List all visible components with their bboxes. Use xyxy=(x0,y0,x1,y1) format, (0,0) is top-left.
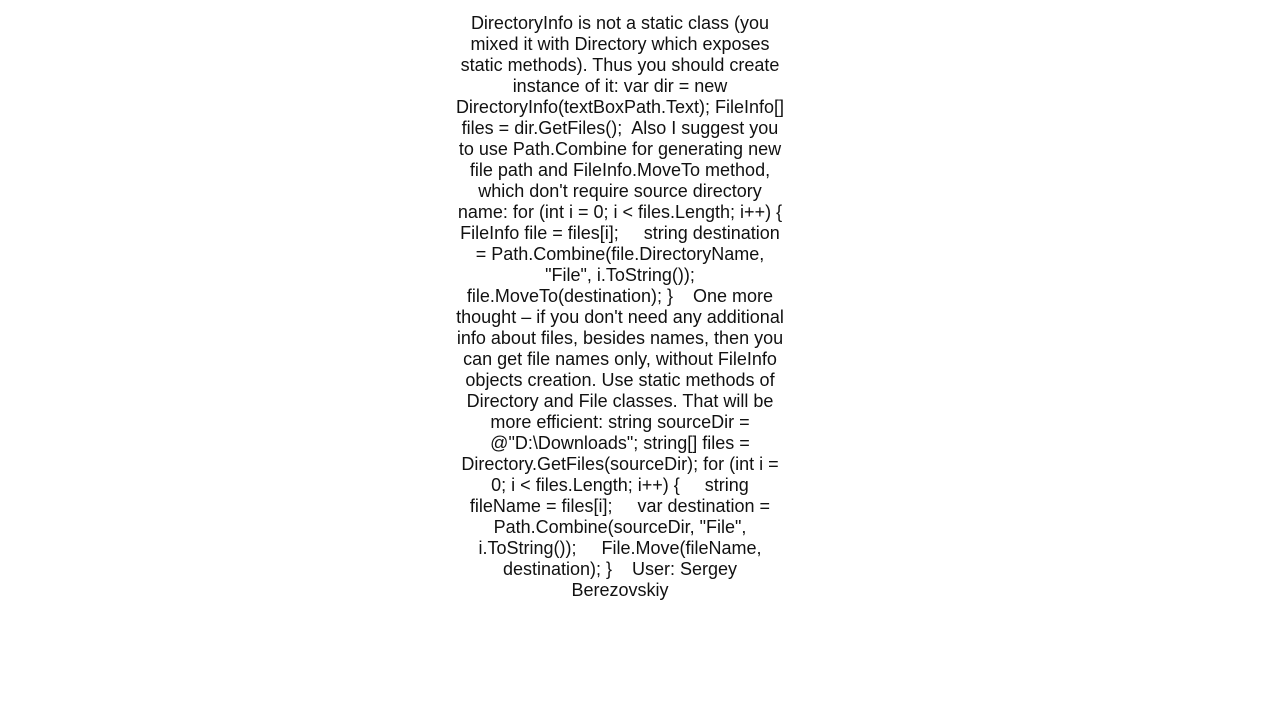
answer-text: DirectoryInfo is not a static class (you mixed it with Directory which exposes static methods). Thus you should create instance of it: var dir = new DirectoryInfo(textBoxPath.Text); FileInfo[] files = dir.GetFiles(); Also I suggest you to use Path.Combine for generating new file path and FileInfo.MoveTo method, which don't require source directory name: for (int i = 0; i < files.Length; i++) { FileInfo file = files[i]; string destination = Path.Combine(file.DirectoryName, "File", i.ToString()); file.MoveTo(destination); } One more thought – if you don't need any additional info about files, besides names, then you can get file names only, without FileInfo objects creation. Use static methods of Directory and File classes. That will be more efficient: string sourceDir = @"D:\Downloads"; string[] files = Directory.GetFiles(sourceDir); for (int i = 0; i < files.Length; i++) { string fileName = files[i]; var destination = Path.Combine(sourceDir, "File", i.ToString()); File.Move(fileName, destination); } User: Sergey Berezovskiy xyxy=(455,13,808,600)
